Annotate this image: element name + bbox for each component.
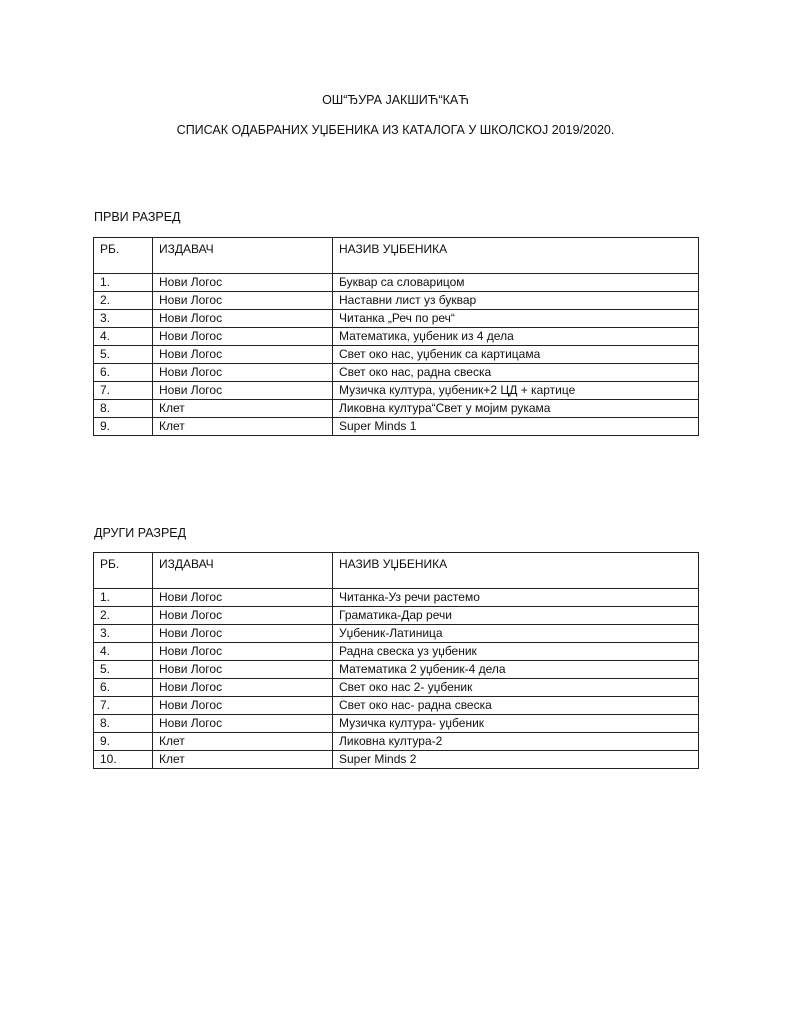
row-number-cell: 2. [94,292,153,310]
book-title-cell: Граматика-Дар речи [333,607,699,625]
section-label-first-grade: ПРВИ РАЗРЕД [94,210,181,224]
publisher-cell: Нови Логос [153,697,333,715]
publisher-cell: Нови Логос [153,679,333,697]
column-header-title: НАЗИВ УЏБЕНИКА [333,553,699,589]
publisher-cell: Нови Логос [153,661,333,679]
table-row [94,328,699,346]
publisher-cell: Нови Логос [153,328,333,346]
publisher-cell: Клет [153,418,333,436]
book-title-cell: Ликовна култура“Свет у мојим рукама [333,400,699,418]
row-number-cell: 5. [94,661,153,679]
row-number-cell: 9. [94,418,153,436]
row-number-cell: 7. [94,382,153,400]
publisher-cell: Нови Логос [153,346,333,364]
column-header-publisher: ИЗДАВАЧ [153,238,333,274]
table-header-row [94,553,699,589]
book-title-cell: Свет око нас, уџбеник са картицама [333,346,699,364]
table-row [94,346,699,364]
book-title-cell: Математика 2 уџбеник-4 дела [333,661,699,679]
table-row [94,697,699,715]
school-title: ОШ“ЂУРА ЈАКШИЋ“КАЋ [322,93,469,107]
publisher-cell: Нови Логос [153,274,333,292]
book-title-cell: Читанка-Уз речи растемо [333,589,699,607]
publisher-cell: Нови Логос [153,607,333,625]
row-number-cell: 3. [94,625,153,643]
book-title-cell: Super Minds 2 [333,751,699,769]
row-number-cell: 6. [94,679,153,697]
publisher-cell: Нови Логос [153,589,333,607]
book-title-cell: Уџбеник-Латиница [333,625,699,643]
section-label-second-grade: ДРУГИ РАЗРЕД [94,526,187,540]
table-row [94,625,699,643]
table-row [94,589,699,607]
publisher-cell: Клет [153,400,333,418]
book-title-cell: Наставни лист уз буквар [333,292,699,310]
book-title-cell: Свет око нас- радна свеска [333,697,699,715]
book-title-cell: Буквар са словарицом [333,274,699,292]
table-row [94,382,699,400]
table-row [94,607,699,625]
table-row [94,274,699,292]
table-row [94,715,699,733]
book-title-cell: Радна свеска уз уџбеник [333,643,699,661]
row-number-cell: 6. [94,364,153,382]
row-number-cell: 8. [94,400,153,418]
column-header-publisher: ИЗДАВАЧ [153,553,333,589]
column-header-number: РБ. [94,238,153,274]
table-row [94,751,699,769]
column-header-number: РБ. [94,553,153,589]
table-row [94,292,699,310]
book-title-cell: Super Minds 1 [333,418,699,436]
row-number-cell: 1. [94,589,153,607]
publisher-cell: Нови Логос [153,310,333,328]
row-number-cell: 4. [94,643,153,661]
row-number-cell: 2. [94,607,153,625]
row-number-cell: 5. [94,346,153,364]
book-title-cell: Математика, уџбеник из 4 дела [333,328,699,346]
row-number-cell: 10. [94,751,153,769]
publisher-cell: Нови Логос [153,382,333,400]
table-row [94,661,699,679]
row-number-cell: 1. [94,274,153,292]
book-title-cell: Читанка „Реч по реч“ [333,310,699,328]
book-title-cell: Музичка култура- уџбеник [333,715,699,733]
book-title-cell: Ликовна култура-2 [333,733,699,751]
book-title-cell: Свет око нас, радна свеска [333,364,699,382]
publisher-cell: Нови Логос [153,625,333,643]
row-number-cell: 4. [94,328,153,346]
second-grade-table [93,552,699,769]
row-number-cell: 3. [94,310,153,328]
publisher-cell: Нови Логос [153,643,333,661]
row-number-cell: 8. [94,715,153,733]
publisher-cell: Нови Логос [153,292,333,310]
table-row [94,643,699,661]
publisher-cell: Клет [153,733,333,751]
table-row [94,364,699,382]
table-row [94,310,699,328]
book-title-cell: Свет око нас 2- уџбеник [333,679,699,697]
publisher-cell: Нови Логос [153,364,333,382]
row-number-cell: 9. [94,733,153,751]
book-title-cell: Музичка култура, уџбеник+2 ЦД + картице [333,382,699,400]
publisher-cell: Клет [153,751,333,769]
table-row [94,400,699,418]
document-title: СПИСАК ОДАБРАНИХ УЏБЕНИКА ИЗ КАТАЛОГА У ШКОЛСКОЈ 2019/2020. [176,123,615,137]
table-row [94,418,699,436]
publisher-cell: Нови Логос [153,715,333,733]
first-grade-table [93,237,699,436]
table-row [94,733,699,751]
table-row [94,679,699,697]
table-header-row [94,238,699,274]
column-header-title: НАЗИВ УЏБЕНИКА [333,238,699,274]
row-number-cell: 7. [94,697,153,715]
